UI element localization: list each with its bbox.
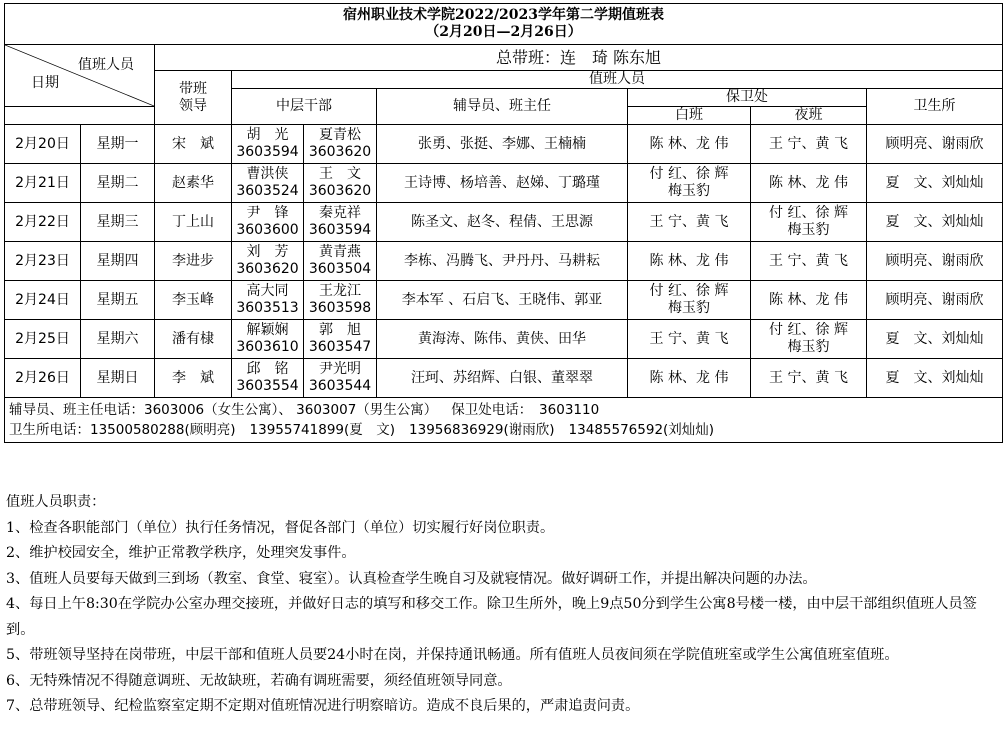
- clinic-cell: 夏 文、刘灿灿: [867, 164, 1003, 203]
- cadre-cell: [304, 125, 377, 164]
- weekday-cell: 星期日: [81, 359, 155, 398]
- cadre-phone: 3603610: [236, 339, 299, 355]
- night-shift-cell: 付 红、徐 辉 梅玉豹: [751, 203, 867, 242]
- table-row: [5, 281, 1003, 320]
- leader-cell: 李进步: [155, 242, 232, 281]
- night-shift-cell: 王 宁、黄 飞: [751, 125, 867, 164]
- night-shift-cell: 王 宁、黄 飞: [751, 359, 867, 398]
- weekday-cell: 星期三: [81, 203, 155, 242]
- title-line1: 宿州职业技术学院2022/2023学年第二学期值班表: [342, 7, 665, 23]
- title-line2: （2月20日—2月26日）: [425, 24, 582, 40]
- staff-header: 值班人员: [232, 71, 1003, 89]
- cadre-phone: 3603594: [308, 222, 372, 238]
- cadre-cell: [304, 281, 377, 320]
- counselor-cell: 王诗博、杨培善、赵娣、丁璐瑾: [377, 164, 628, 203]
- cadre-phone: 3603547: [308, 339, 372, 355]
- day-shift-cell: 王 宁、黄 飞: [628, 320, 751, 359]
- date-cell: 2月25日: [5, 320, 81, 359]
- date-cell: 2月20日: [5, 125, 81, 164]
- cadre-phone: 3603600: [236, 222, 299, 238]
- cadre-cell: [232, 164, 304, 203]
- cadre-cell: [232, 125, 304, 164]
- day-shift-cell: 王 宁、黄 飞: [628, 203, 751, 242]
- duty-item: 3、值班人员要每天做到三到场（教室、食堂、寝室）。认真检查学生晚自习及就寝情况。做好调研工作，并提出解决问题的办法。: [6, 570, 817, 587]
- cadre-name: 邱 铭: [246, 361, 289, 377]
- table-row: [5, 203, 1003, 242]
- cadre-name: 尹光明: [319, 361, 361, 377]
- clinic-cell: 顾明亮、谢雨欣: [867, 281, 1003, 320]
- day-shift-cell: 付 红、徐 辉 梅玉豹: [628, 164, 751, 203]
- clinic-cell: 顾明亮、谢雨欣: [867, 242, 1003, 281]
- cadre-name: 解颖娴: [246, 322, 289, 338]
- cadre-cell: [304, 320, 377, 359]
- counselor-phone-text: 辅导员、班主任电话：3603006（女生公寓）、 3603007（男生公寓）: [9, 402, 438, 418]
- cadre-name: 王龙江: [319, 283, 361, 299]
- cadre-header: 中层干部: [232, 89, 377, 125]
- counselor-cell: 李本军 、石启飞、王晓伟、郭亚: [377, 281, 628, 320]
- clinic-phone-text: 13485576592(刘灿灿): [568, 422, 715, 438]
- day-shift-cell: 陈 林、龙 伟: [628, 359, 751, 398]
- table-row: [5, 320, 1003, 359]
- duty-item: 6、无特殊情况不得随意调班、无故缺班，若确有调班需要，须经值班领导同意。: [6, 672, 512, 689]
- weekday-cell: 星期一: [81, 125, 155, 164]
- cadre-phone: 3603598: [308, 300, 372, 316]
- weekday-cell: 星期四: [81, 242, 155, 281]
- leader-cell: 宋 斌: [155, 125, 232, 164]
- contact-line-1: [9, 400, 998, 420]
- clinic-cell: 夏 文、刘灿灿: [867, 359, 1003, 398]
- date-cell: 2月22日: [5, 203, 81, 242]
- cadre-phone: 3603594: [236, 144, 299, 160]
- duty-schedule: [4, 3, 1002, 443]
- cadre-name: 夏青松: [319, 127, 361, 143]
- date-corner-label: 日期: [31, 75, 59, 91]
- duty-item: 4、每日上午8:30在学院办公室办理交接班，并做好日志的填写和移交工作。除卫生所外，晚上9点50分到学生公寓8号楼一楼，由中层干部组织值班人员签到。: [6, 596, 977, 638]
- cadre-cell: [304, 359, 377, 398]
- staff-corner-label: 值班人员: [78, 57, 134, 73]
- cadre-phone: 3603513: [236, 300, 299, 316]
- duties-title: 值班人员职责：: [6, 494, 106, 510]
- day-shift-cell: 付 红、徐 辉 梅玉豹: [628, 281, 751, 320]
- table-row: [5, 125, 1003, 164]
- cadre-cell: [232, 281, 304, 320]
- cadre-cell: [304, 164, 377, 203]
- leader-cell: 潘有棣: [155, 320, 232, 359]
- duty-item: 1、检查各职能部门（单位）执行任务情况，督促各部门（单位）切实履行好岗位职责。: [6, 519, 555, 536]
- night-shift-cell: 陈 林、龙 伟: [751, 281, 867, 320]
- cadre-phone: 3603544: [308, 378, 372, 394]
- cadre-name: 尹 锋: [246, 205, 289, 221]
- cadre-name: 王 文: [319, 166, 361, 182]
- cadre-name: 胡 光: [246, 127, 289, 143]
- counselor-cell: 张勇、张挺、李娜、王楠楠: [377, 125, 628, 164]
- date-cell: 2月23日: [5, 242, 81, 281]
- night-shift-cell: 陈 林、龙 伟: [751, 164, 867, 203]
- date-cell: 2月26日: [5, 359, 81, 398]
- duty-item: 5、带班领导坚持在岗带班，中层干部和值班人员要24小时在岗，并保持通讯畅通。所有值班人员夜间须在学院值班室或学生公寓值班室值班。: [6, 647, 899, 663]
- leader-cell: 丁上山: [155, 203, 232, 242]
- table-row: [5, 164, 1003, 203]
- counselor-cell: 黄海涛、陈伟、黄侠、田华: [377, 320, 628, 359]
- security-header: 保卫处: [628, 89, 867, 107]
- cadre-cell: [232, 320, 304, 359]
- cadre-name: 刘 芳: [246, 244, 289, 260]
- day-shift-cell: 陈 林、龙 伟: [628, 125, 751, 164]
- clinic-phone-text: 卫生所电话：13500580288(顾明亮): [9, 422, 236, 438]
- cadre-cell: [232, 203, 304, 242]
- day-shift-cell: 陈 林、龙 伟: [628, 242, 751, 281]
- cadre-name: 高大同: [246, 283, 289, 299]
- clinic-cell: 夏 文、刘灿灿: [867, 203, 1003, 242]
- cadre-name: 黄青燕: [319, 244, 361, 260]
- table-row: [5, 359, 1003, 398]
- cadre-cell: [304, 203, 377, 242]
- day-shift-header: 白班: [628, 107, 751, 125]
- cadre-phone: 3603524: [236, 183, 299, 199]
- leader-cell: 李玉峰: [155, 281, 232, 320]
- weekday-cell: 星期六: [81, 320, 155, 359]
- duty-item: 7、总带班领导、纪检监察室定期不定期对值班情况进行明察暗访。造成不良后果的，严肃追责问责。: [6, 698, 640, 714]
- cadre-phone: 3603620: [308, 144, 372, 160]
- contact-line-2: [9, 420, 998, 440]
- counselor-cell: 李栋、冯腾飞、尹丹丹、马耕耘: [377, 242, 628, 281]
- table-title: [5, 4, 1003, 45]
- clinic-header: 卫生所: [867, 89, 1003, 125]
- clinic-phone-text: 13955741899(夏 文): [249, 422, 396, 438]
- counselor-header: 辅导员、班主任: [377, 89, 628, 125]
- cadre-name: 曹洪侠: [246, 166, 289, 182]
- clinic-cell: 夏 文、刘灿灿: [867, 320, 1003, 359]
- cadre-cell: [232, 242, 304, 281]
- clinic-phone-text: 13956836929(谢雨欣): [409, 422, 555, 438]
- night-shift-header: 夜班: [751, 107, 867, 125]
- night-shift-cell: 王 宁、黄 飞: [751, 242, 867, 281]
- cadre-cell: [232, 359, 304, 398]
- counselor-cell: 汪珂、苏绍辉、白银、董翠翠: [377, 359, 628, 398]
- date-cell: 2月21日: [5, 164, 81, 203]
- cadre-cell: [304, 242, 377, 281]
- duty-item: 2、维护校园安全，维护正常教学秩序，处理突发事件。: [6, 545, 356, 561]
- cadre-name: 郭 旭: [319, 322, 361, 338]
- security-phone-text: 保卫处电话： 3603110: [451, 402, 600, 418]
- general-duty: 总带班：连 琦 陈东旭: [155, 45, 1003, 71]
- contact-info: [5, 398, 1003, 443]
- leader-cell: 赵素华: [155, 164, 232, 203]
- clinic-cell: 顾明亮、谢雨欣: [867, 125, 1003, 164]
- date-cell: 2月24日: [5, 281, 81, 320]
- cadre-phone: 3603554: [236, 378, 299, 394]
- night-shift-cell: 付 红、徐 辉 梅玉豹: [751, 320, 867, 359]
- leader-cell: 李 斌: [155, 359, 232, 398]
- table-row: [5, 242, 1003, 281]
- cadre-phone: 3603620: [308, 183, 372, 199]
- leader-header: 带班 领导: [155, 71, 232, 125]
- weekday-cell: 星期二: [81, 164, 155, 203]
- duties-section: [6, 490, 996, 720]
- cadre-name: 秦克祥: [319, 205, 361, 221]
- weekday-cell: 星期五: [81, 281, 155, 320]
- counselor-cell: 陈圣文、赵冬、程倩、王思源: [377, 203, 628, 242]
- duty-table: [4, 3, 1003, 443]
- cadre-phone: 3603620: [236, 261, 299, 277]
- diagonal-header-cell: [5, 45, 155, 107]
- cadre-phone: 3603504: [308, 261, 372, 277]
